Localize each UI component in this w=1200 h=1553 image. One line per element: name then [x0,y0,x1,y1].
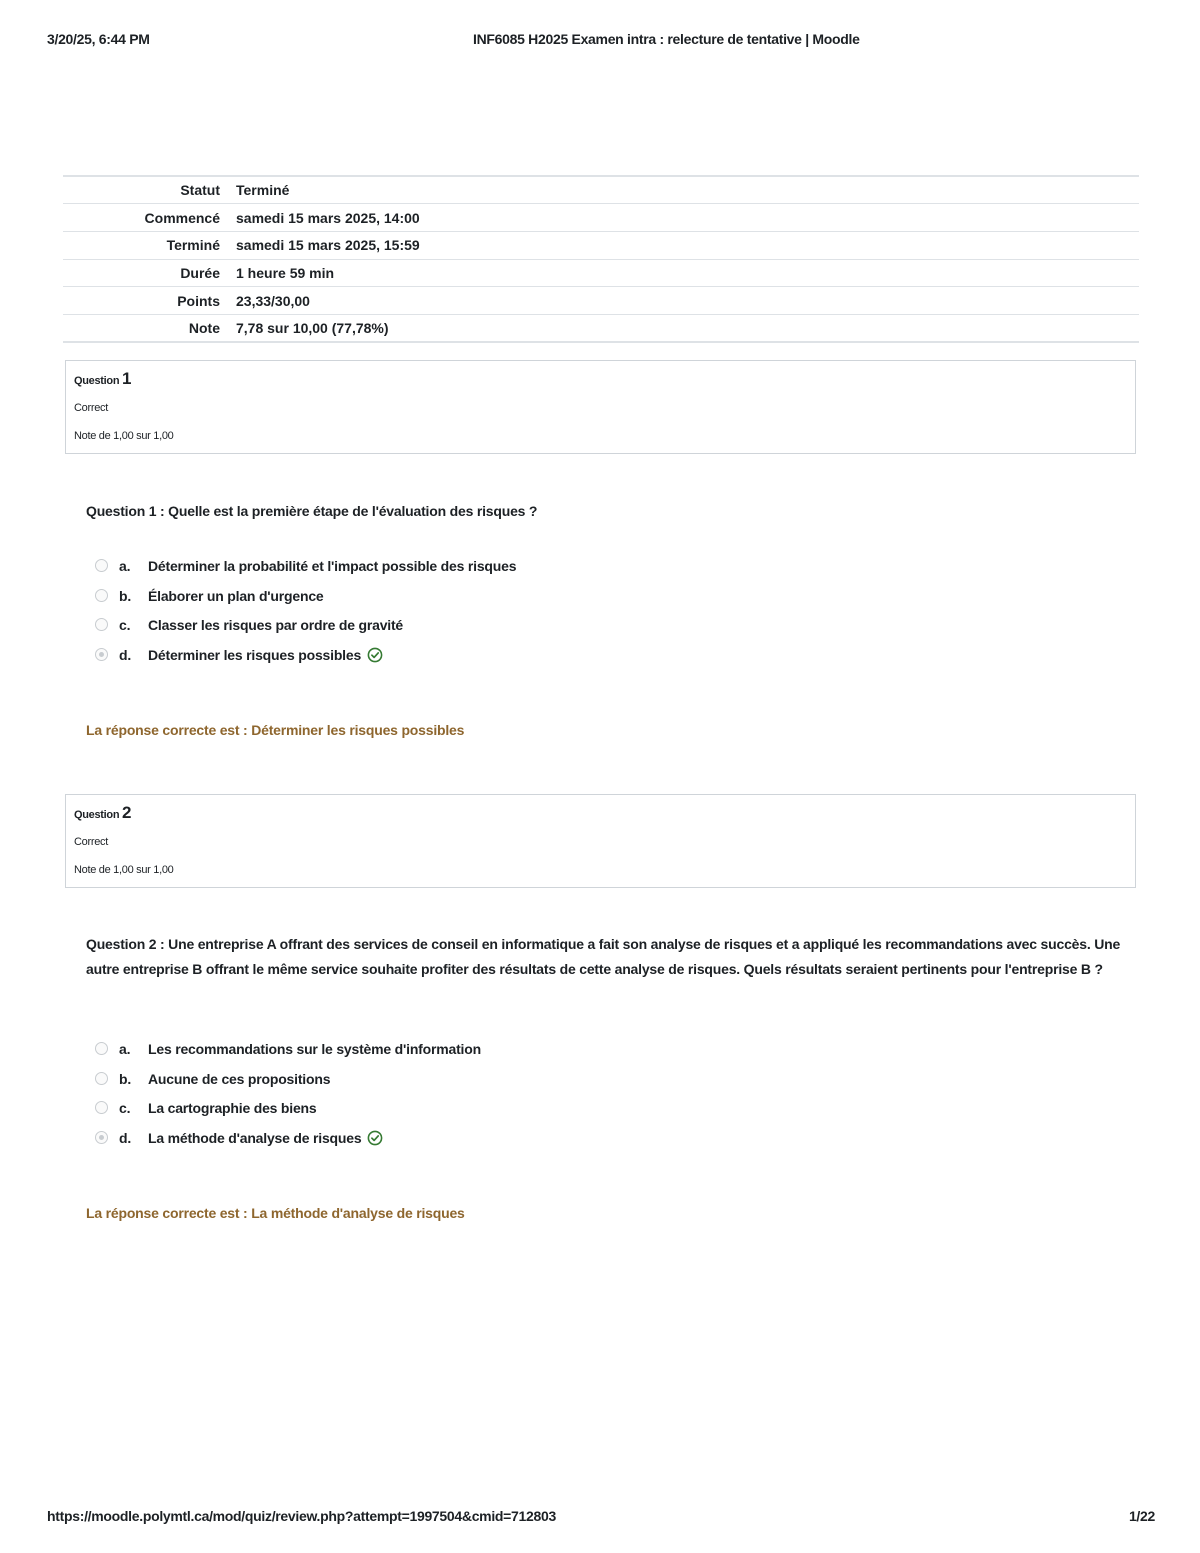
summary-row-started [63,204,1139,232]
summary-value: Terminé [236,182,290,199]
radio-button[interactable] [95,1101,108,1114]
question-number-value: 1 [122,369,132,388]
answer-letter: d. [119,646,132,663]
question-2-info-box [65,794,1136,888]
question-2-right-answer: La réponse correcte est : La méthode d'analyse de risques [86,1205,465,1221]
summary-row-grade [63,314,1139,342]
question-grade: Note de 1,00 sur 1,00 [74,864,174,876]
answer-letter: a. [119,1041,131,1057]
question-2-text: Question 2 : Une entreprise A offrant des services de conseil en informatique a fait son analyse de risques et a appliqué les recommandations avec succès. Une autre entreprise B offrant le même service souhaite profiter des résultats de cette analyse de risques. Quels résultats seraient pertinents pour l'entreprise B ? [86,936,1121,977]
summary-value: samedi 15 mars 2025, 15:59 [236,237,420,254]
answer-text: Les recommandations sur le système d'information [148,1041,481,1057]
summary-label: Points [177,292,220,309]
answer-letter: c. [119,617,131,633]
print-page-title: INF6085 H2025 Examen intra : relecture de tentative | Moodle [473,31,860,47]
summary-label: Terminé [166,237,220,254]
question-number [74,803,131,823]
summary-value: samedi 15 mars 2025, 14:00 [236,209,420,226]
question-number [74,369,131,389]
summary-label: Note [188,320,220,337]
summary-value: 7,78 sur 10,00 (77,78%) [236,320,389,337]
answer-text: La cartographie des biens [148,1100,317,1116]
answer-text: Déterminer la probabilité et l'impact possible des risques [148,558,517,574]
answer-text-wrapper [148,1130,383,1146]
answer-letter: b. [119,1070,132,1087]
radio-button[interactable] [95,589,108,602]
question-state: Correct [74,402,108,414]
summary-row-marks [63,287,1139,315]
answer-text: Aucune de ces propositions [148,1070,331,1087]
question-label: Question [74,375,120,387]
summary-label: Statut [180,182,220,199]
question-1-info-box [65,360,1136,454]
answer-letter: d. [119,1129,132,1146]
radio-button[interactable] [95,1042,108,1055]
summary-label: Durée [180,264,220,281]
question-1-right-answer: La réponse correcte est : Déterminer les risques possibles [86,722,465,738]
question-number-value: 2 [122,803,132,822]
summary-value: 23,33/30,00 [236,292,310,309]
answer-text: Classer les risques par ordre de gravité [148,617,404,633]
question-state: Correct [74,836,108,848]
question-1-text: Question 1 : Quelle est la première étape de l'évaluation des risques ? [86,503,538,519]
print-footer [47,1508,1155,1528]
attempt-summary-table [63,175,1139,343]
answer-text: Élaborer un plan d'urgence [148,587,324,604]
summary-row-completed [63,231,1139,259]
answer-text: La méthode d'analyse de risques [148,1129,362,1146]
answer-letter: a. [119,558,131,574]
correct-check-icon [367,647,383,663]
print-url: https://moodle.polymtl.ca/mod/quiz/review.php?attempt=1997504&cmid=712803 [47,1508,556,1524]
answer-letter: b. [119,587,132,604]
question-label: Question [74,809,120,821]
print-page-number: 1/22 [1128,1508,1155,1524]
correct-check-icon [367,1130,383,1146]
answer-letter: c. [119,1100,131,1116]
summary-row-status [63,176,1139,204]
radio-button[interactable] [95,559,108,572]
radio-button-selected[interactable] [95,1131,108,1144]
summary-label: Commencé [144,209,220,226]
print-datetime: 3/20/25, 6:44 PM [47,31,150,47]
summary-value: 1 heure 59 min [236,264,335,281]
summary-row-duration [63,259,1139,287]
print-header [47,31,1155,51]
answer-text-wrapper [148,647,383,663]
answer-text: Déterminer les risques possibles [148,646,362,663]
radio-button[interactable] [95,618,108,631]
radio-button[interactable] [95,1072,108,1085]
radio-button-selected[interactable] [95,648,108,661]
question-grade: Note de 1,00 sur 1,00 [74,430,174,442]
